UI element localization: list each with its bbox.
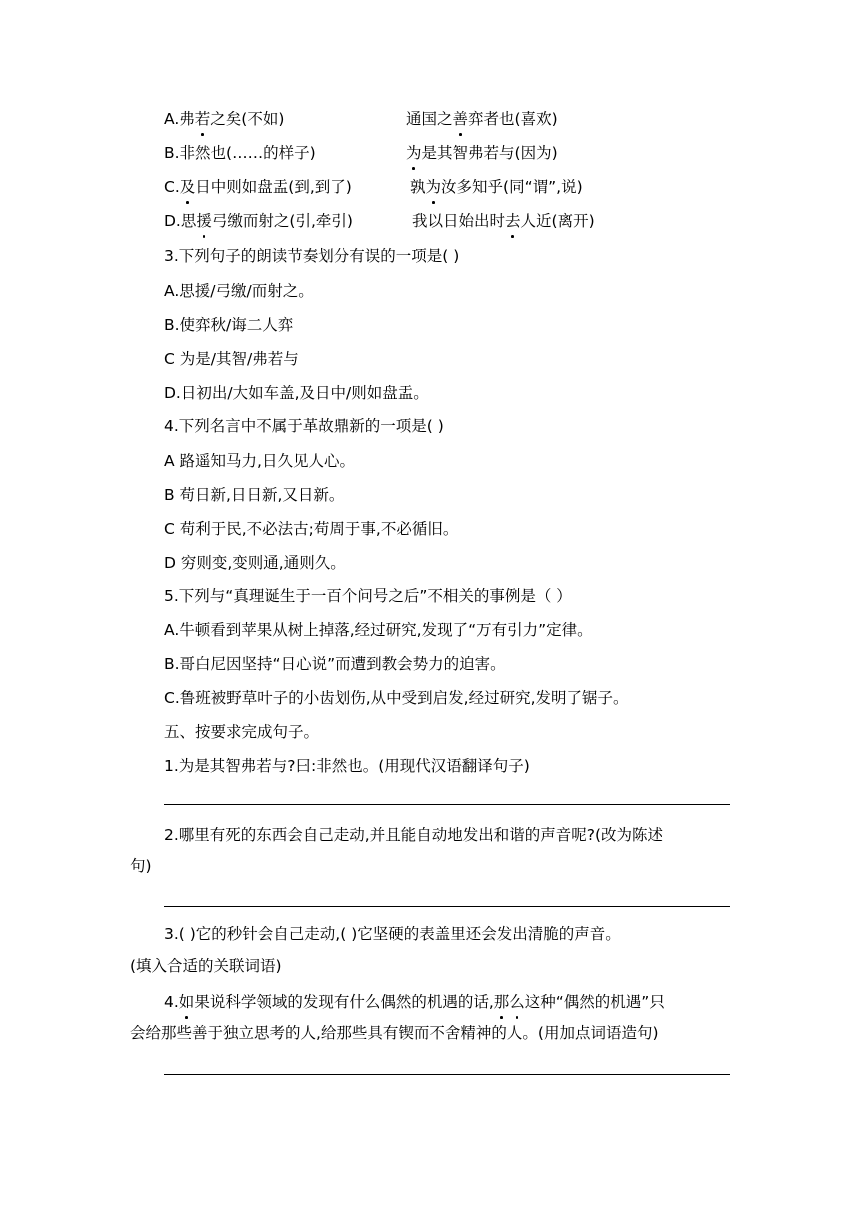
q2-option-d-right: 我以日始出时去人近(离开) (412, 209, 595, 233)
q2-option-b-left: B.非然也(……的样子) (164, 144, 316, 162)
q3-option-b: B.使弈秋/诲二人弈 (164, 316, 294, 334)
q3-option-c: C 为是/其智/弗若与 (164, 350, 299, 368)
emphasis-dot: 么 (509, 990, 525, 1014)
emphasis-dot: 那 (494, 990, 510, 1014)
q5-stem: 5.下列与“真理诞生于一百个问号之后”不相关的事例是（ ） (164, 587, 572, 605)
emphasis-dot: 援 (196, 209, 212, 233)
q5-option-a: A.牛顿看到苹果从树上掉落,经过研究,发现了“万有引力”定律。 (164, 621, 593, 639)
sentence-2-line-2: 句) (130, 857, 152, 875)
q2-option-d-left: D.思援弓缴而射之(引,牵引) (164, 209, 353, 233)
q3-stem: 3.下列句子的朗读节奏划分有误的一项是( ) (164, 247, 460, 265)
q3-option-a: A.思援/弓缴/而射之。 (164, 282, 314, 300)
q4-option-d: D 穷则变,变则通,通则久。 (164, 554, 346, 572)
answer-line-3[interactable] (164, 1074, 730, 1075)
emphasis-dot: 为 (426, 175, 442, 199)
q2-option-c-right: 孰为汝多知乎(同“谓”,说) (410, 175, 583, 199)
q5-option-b: B.哥白尼因坚持“日心说”而遭到教会势力的迫害。 (164, 655, 506, 673)
sentence-4-line-1: 4.如果说科学领域的发现有什么偶然的机遇的话,那么这种“偶然的机遇”只 (164, 990, 665, 1014)
q5-option-c: C.鲁班被野草叶子的小齿划伤,从中受到启发,经过研究,发明了锯子。 (164, 689, 629, 707)
sentence-2-line-1: 2.哪里有死的东西会自己走动,并且能自动地发出和谐的声音呢?(改为陈述 (164, 826, 663, 844)
q4-option-c: C 苟利于民,不必法古;苟周于事,不必循旧。 (164, 520, 459, 538)
q3-option-d: D.日初出/大如车盖,及日中/则如盘盂。 (164, 384, 429, 402)
sentence-1: 1.为是其智弗若与?曰:非然也。(用现代汉语翻译句子) (164, 757, 530, 775)
sentence-3-line-2: (填入合适的关联词语) (130, 957, 282, 975)
q2-option-a-right: 通国之善弈者也(喜欢) (406, 107, 558, 131)
emphasis-dot: 善 (453, 107, 469, 131)
q2-option-b-right: 为是其智弗若与(因为) (406, 141, 558, 165)
emphasis-dot: 为 (406, 141, 422, 165)
q4-stem: 4.下列名言中不属于革故鼎新的一项是( ) (164, 417, 444, 435)
emphasis-dot: 及 (180, 175, 196, 199)
sentence-4-line-2: 会给那些善于独立思考的人,给那些具有锲而不舍精神的人。(用加点词语造句) (130, 1024, 659, 1042)
sentence-3-line-1: 3.( )它的秒针会自己走动,( )它坚硬的表盖里还会发出清脆的声音。 (164, 925, 621, 943)
emphasis-dot: 如 (179, 990, 195, 1014)
emphasis-dot: 去 (505, 209, 521, 233)
q4-option-a: A 路遥知马力,日久见人心。 (164, 452, 355, 470)
q2-option-c-left: C.及日中则如盘盂(到,到了) (164, 175, 352, 199)
answer-line-2[interactable] (164, 906, 730, 907)
q2-option-a-left: A.弗若之矣(不如) (164, 107, 284, 131)
q4-option-b: B 苟日新,日日新,又日新。 (164, 486, 345, 504)
section-heading: 五、按要求完成句子。 (164, 723, 320, 741)
emphasis-dot: 若 (195, 107, 211, 131)
answer-line-1[interactable] (164, 804, 730, 805)
